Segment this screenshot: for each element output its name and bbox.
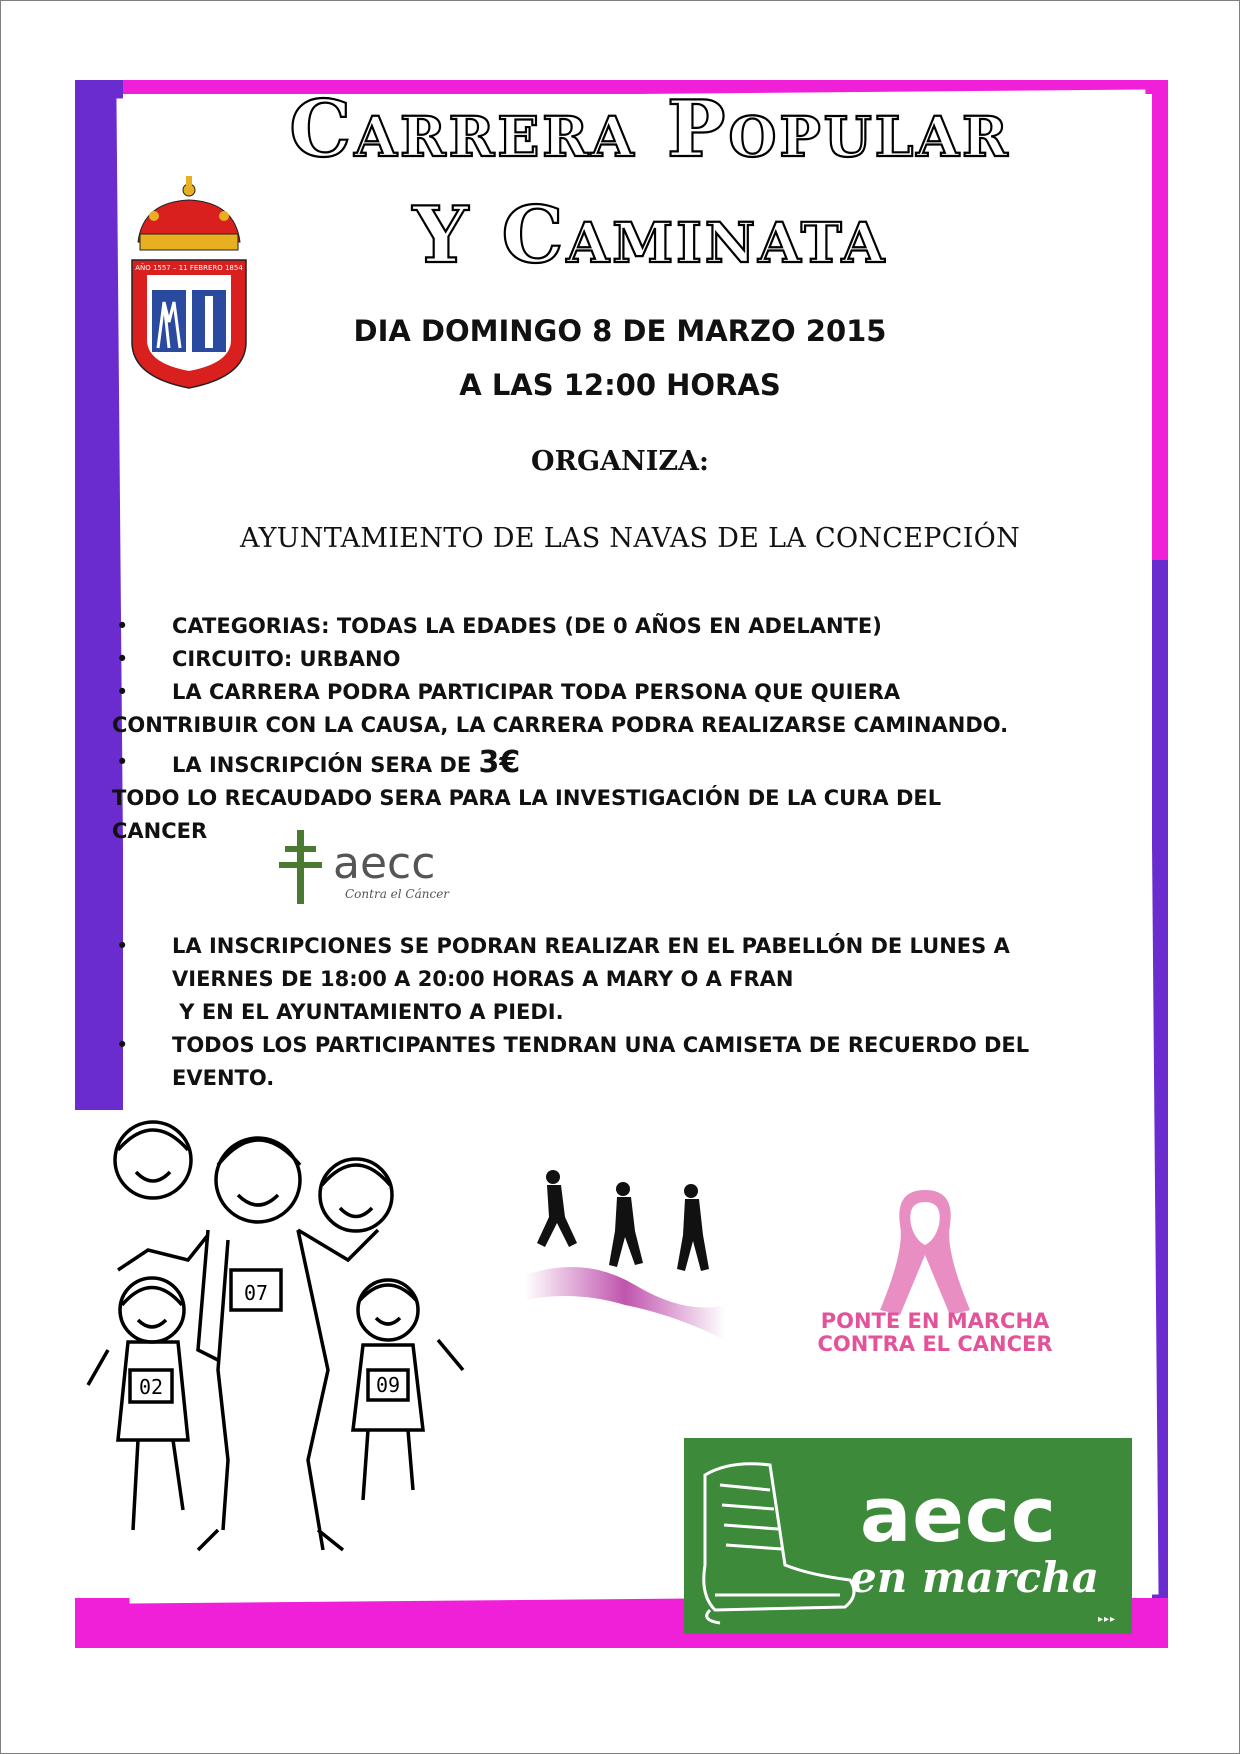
arrows-icon: ▸▸▸ <box>1098 1614 1117 1625</box>
organizer-label: ORGANIZA: <box>531 446 709 477</box>
sneaker-icon <box>690 1445 865 1625</box>
event-date: DIA DOMINGO 8 DE MARZO 2015 <box>353 314 887 348</box>
details-list <box>112 610 1122 1095</box>
title-line-2: Y Caminata <box>412 190 888 281</box>
kids-running-illustration <box>78 1110 478 1600</box>
organizer-name: AYUNTAMIENTO DE LAS NAVAS DE LA CONCEPCIÓN <box>239 523 1021 554</box>
event-time: A LAS 12:00 HORAS <box>459 368 781 402</box>
crest-text: AÑO 1557 – 11 FEBRERO 1854 <box>135 264 243 272</box>
detail-participar-cont: CONTRIBUIR CON LA CAUSA, LA CARRERA PODRA REALIZARSE CAMINANDO. <box>112 713 1009 737</box>
bib-02: 02 <box>138 1375 164 1399</box>
inscripcion-price: 3€ <box>478 745 521 780</box>
aecc-big-logo: aecc <box>860 1470 1057 1559</box>
ribbon-caption-line-1: PONTE EN MARCHA <box>820 1309 1050 1333</box>
aecc-small-name: aecc <box>333 838 436 889</box>
inscripcion-text: LA INSCRIPCIÓN SERA DE <box>172 753 472 777</box>
aecc-small-logo <box>275 828 475 908</box>
ribbon-caption <box>770 1310 1100 1356</box>
detail-recaudado: TODO LO RECAUDADO SERA PARA LA INVESTIGACIÓN DE LA CURA DEL <box>112 786 942 810</box>
detail-circuito: • CIRCUITO: URBANO <box>112 643 1122 676</box>
detail-categorias: • CATEGORIAS: TODAS LA EDADES (DE 0 AÑOS EN ADELANTE) <box>112 610 1122 643</box>
detail-inscripciones-cont2: Y EN EL AYUNTAMIENTO A PIEDI. <box>172 1000 564 1024</box>
pink-ribbon-icon <box>855 1180 995 1320</box>
detail-participar: • LA CARRERA PODRA PARTICIPAR TODA PERSONA QUE QUIERA <box>112 676 1122 709</box>
bib-09: 09 <box>375 1373 401 1397</box>
en-marcha-text: en marcha <box>850 1553 1099 1602</box>
ribbon-caption-line-2: CONTRA EL CANCER <box>817 1332 1053 1356</box>
detail-camiseta: • TODOS LOS PARTICIPANTES TENDRAN UNA CAMISETA DE RECUERDO DEL <box>112 1029 1122 1062</box>
title-line-1: Carrera Popular <box>289 84 1011 175</box>
aecc-small-tagline: Contra el Cáncer <box>345 887 450 901</box>
detail-inscripciones: • LA INSCRIPCIONES SE PODRAN REALIZAR EN EL PABELLÓN DE LUNES A <box>112 930 1122 963</box>
cross-of-lorraine-icon <box>279 830 322 904</box>
runners-silhouette <box>525 1165 725 1340</box>
detail-camiseta-cont: EVENTO. <box>172 1066 275 1090</box>
frame-bar-right-upper <box>1152 80 1168 560</box>
detail-inscripcion <box>112 746 1122 782</box>
bib-07: 07 <box>243 1281 269 1305</box>
detail-recaudado-cont: CANCER <box>112 819 208 843</box>
detail-inscripciones-cont: VIERNES DE 18:00 A 20:00 HORAS A MARY O A FRAN <box>172 967 794 991</box>
